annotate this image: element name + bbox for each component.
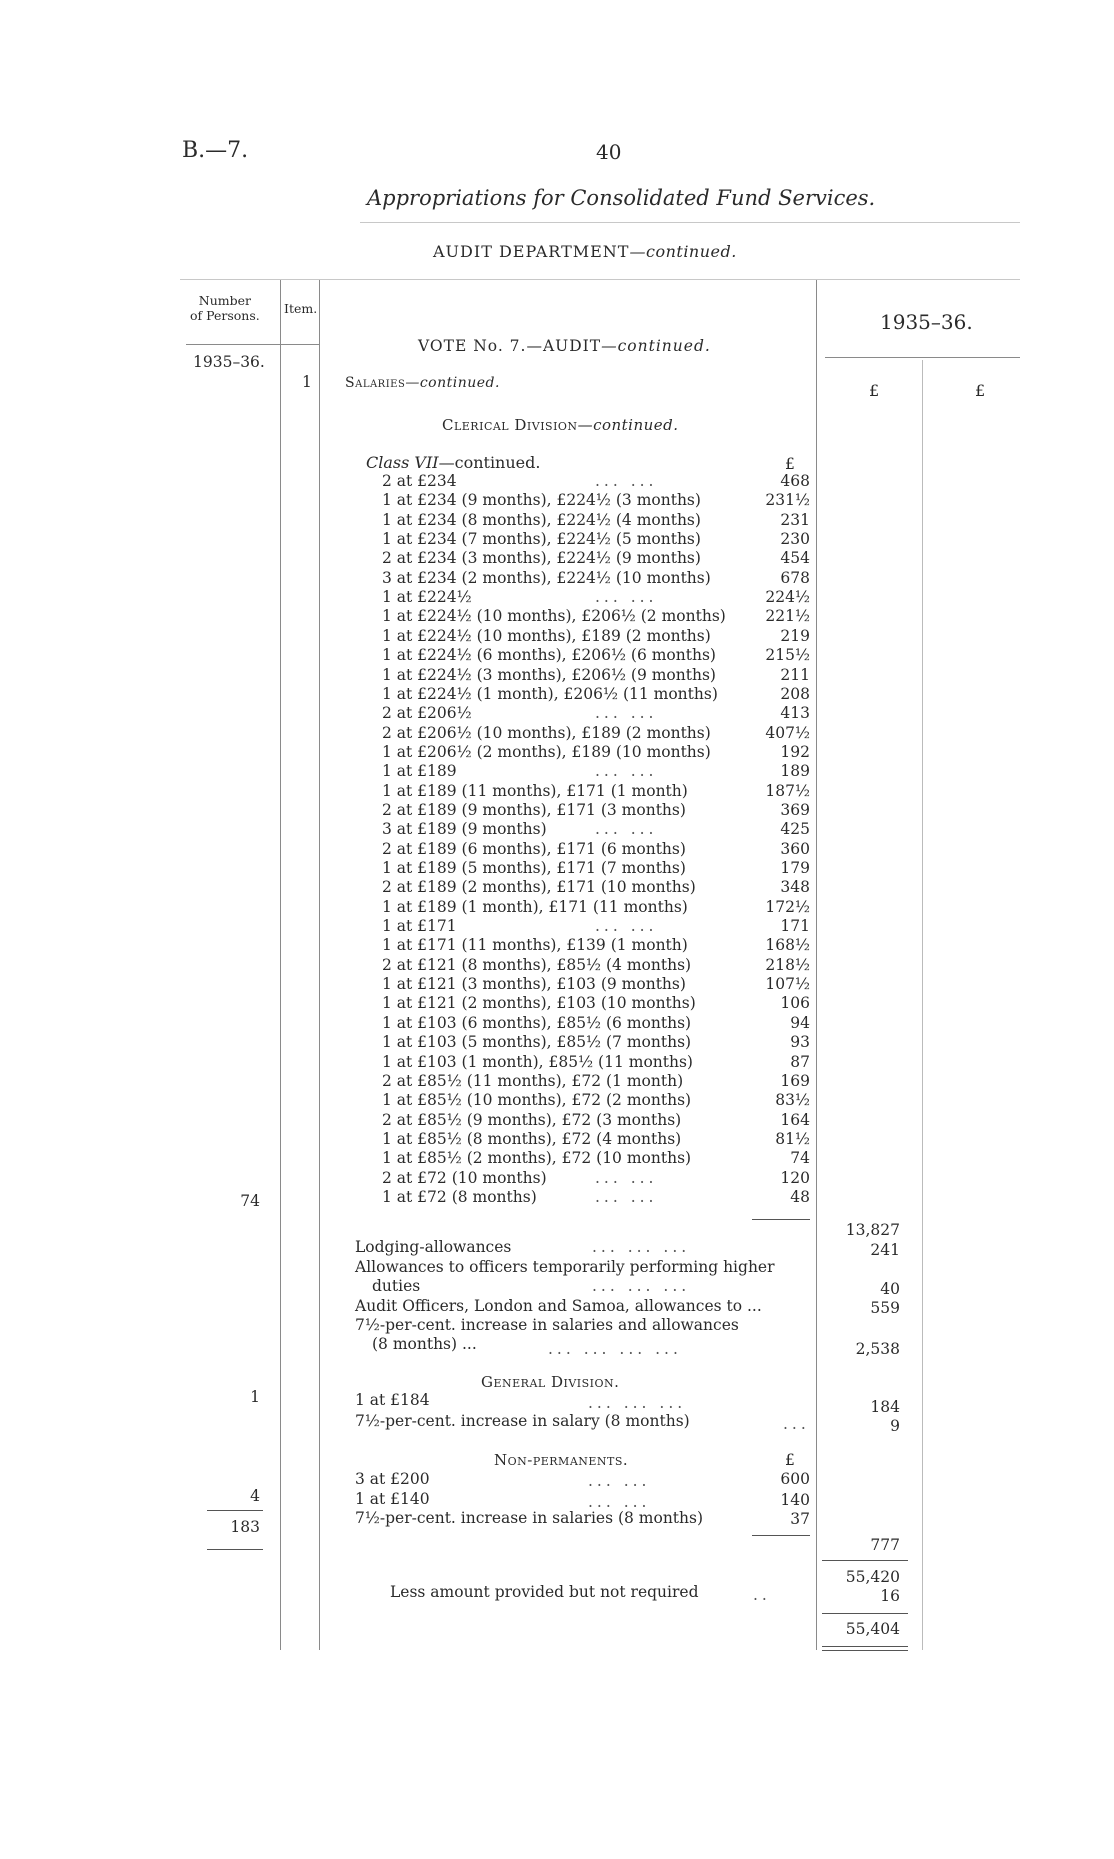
class-vii-row-dots: ... ...	[595, 1169, 658, 1187]
class-vii-row-label: 1 at £224½ (10 months), £206½ (2 months)	[382, 607, 726, 625]
class-vii-row-amount: 81½	[775, 1130, 810, 1148]
salaries-heading	[345, 375, 500, 391]
net-total-rule-bottom-1	[822, 1646, 908, 1647]
class-vii-total: 13,827	[845, 1221, 900, 1239]
class-vii-row-label: 2 at £72 (10 months)	[382, 1169, 547, 1187]
class-vii-row-amount: 231½	[765, 491, 810, 509]
class-vii-row-label: 1 at £121 (3 months), £103 (9 months)	[382, 975, 686, 993]
salaries-suffix: —continued.	[405, 375, 500, 391]
persons-non-permanents: 4	[250, 1487, 260, 1505]
class-vii-row-label: 1 at £85½ (8 months), £72 (4 months)	[382, 1130, 682, 1148]
class-vii-row-label: 1 at £224½ (6 months), £206½ (6 months)	[382, 646, 716, 664]
page-title: Appropriations for Consolidated Fund Services.	[367, 186, 876, 210]
class-vii-row-amount: 87	[790, 1053, 810, 1071]
class-vii-label: Class VII	[366, 453, 439, 472]
class-vii-row-label: 2 at £234 (3 months), £224½ (9 months)	[382, 549, 701, 567]
department-suffix: —continued.	[629, 242, 737, 261]
class-vii-row-amount: 93	[790, 1033, 810, 1051]
gross-total-rule	[822, 1560, 908, 1561]
non-perm-row1-amount: 600	[780, 1470, 810, 1488]
class-vii-row-label: 2 at £189 (6 months), £171 (6 months)	[382, 840, 686, 858]
increase-amount: 2,538	[855, 1340, 900, 1358]
class-vii-row-label: 1 at £234 (7 months), £224½ (5 months)	[382, 530, 701, 548]
class-vii-row-amount: 187½	[765, 782, 810, 800]
class-vii-row-amount: 215½	[765, 646, 810, 664]
class-vii-row-label: 1 at £224½	[382, 588, 472, 606]
class-vii-row-amount: 468	[780, 472, 810, 490]
class-vii-row-amount: 94	[790, 1014, 810, 1032]
class-vii-row-amount: 454	[780, 549, 810, 567]
class-vii-row-label: 1 at £234 (8 months), £224½ (4 months)	[382, 511, 701, 529]
non-perm-row3-amount: 37	[790, 1510, 810, 1528]
net-total: 55,404	[845, 1620, 900, 1638]
class-vii-row-label: 2 at £189 (9 months), £171 (3 months)	[382, 801, 686, 819]
pound-sign-col-a: £	[869, 381, 880, 400]
class-vii-row-amount: 107½	[765, 975, 810, 993]
class-vii-row-label: 1 at £171 (11 months), £139 (1 month)	[382, 936, 688, 954]
class-vii-row-label: 1 at £189 (11 months), £171 (1 month)	[382, 782, 688, 800]
non-permanents-pound-sign: £	[785, 1451, 795, 1469]
non-perm-row2-label: 1 at £140	[355, 1490, 430, 1508]
less-amount-dots: ..	[753, 1586, 771, 1604]
total-persons: 183	[230, 1518, 260, 1536]
year-header: 1935–36.	[880, 310, 973, 334]
class-vii-row-amount: 169	[780, 1072, 810, 1090]
class-vii-row-label: 1 at £189 (5 months), £171 (7 months)	[382, 859, 686, 877]
class-vii-row-amount: 171	[780, 917, 810, 935]
gross-total: 55,420	[845, 1568, 900, 1586]
class-vii-row-amount: 231	[780, 511, 810, 529]
non-perm-row3-label: 7½-per-cent. increase in salaries (8 months)	[355, 1509, 704, 1527]
number-of-persons-header	[190, 293, 260, 323]
class-vii-row-amount: 211	[780, 666, 810, 684]
clerical-suffix: —continued.	[577, 416, 679, 434]
class-vii-row-amount: 120	[780, 1169, 810, 1187]
class-vii-row-amount: 224½	[765, 588, 810, 606]
class-vii-row-label: 1 at £189 (1 month), £171 (11 months)	[382, 898, 688, 916]
item-header: Item.	[284, 301, 318, 316]
temp-allowances-label-1: Allowances to officers temporarily performing higher	[355, 1258, 775, 1276]
class-vii-row-amount: 425	[780, 820, 810, 838]
class-vii-row-label: 2 at £85½ (9 months), £72 (3 months)	[382, 1111, 682, 1129]
non-perm-row2-amount: 140	[780, 1491, 810, 1509]
department-name: AUDIT DEPARTMENT	[433, 242, 630, 261]
year-left-label: 1935–36.	[193, 353, 265, 371]
lodging-dots: ... ... ...	[592, 1238, 691, 1256]
class-vii-row-label: 1 at £206½ (2 months), £189 (10 months)	[382, 743, 711, 761]
increase-label-2: (8 months) ...	[372, 1335, 477, 1353]
less-amount: 16	[880, 1587, 900, 1605]
class-vii-row-amount: 168½	[765, 936, 810, 954]
general-row2-amount: 9	[890, 1417, 900, 1435]
class-vii-row-label: 1 at £103 (6 months), £85½ (6 months)	[382, 1014, 692, 1032]
class-vii-suffix: —continued.	[438, 453, 541, 472]
non-permanents-total: 777	[870, 1536, 900, 1554]
number-header-line2: of Persons.	[190, 308, 260, 323]
increase-dots: ... ... ... ...	[548, 1340, 682, 1358]
class-vii-sum-rule	[752, 1219, 810, 1220]
persons-sum-rule-top	[207, 1510, 263, 1511]
net-total-rule-bottom-2	[822, 1650, 908, 1651]
class-vii-row-dots: ... ...	[595, 820, 658, 838]
class-vii-row-label: 1 at £85½ (2 months), £72 (10 months)	[382, 1149, 692, 1167]
class-vii-row-amount: 83½	[775, 1091, 810, 1109]
class-vii-row-amount: 230	[780, 530, 810, 548]
non-perm-row2-dots: ... ...	[588, 1493, 651, 1511]
temp-allowances-label-2: duties	[372, 1277, 421, 1295]
class-vii-row-dots: ... ...	[595, 704, 658, 722]
class-vii-row-label: 2 at £189 (2 months), £171 (10 months)	[382, 878, 696, 896]
less-amount-label: Less amount provided but not required	[390, 1583, 699, 1601]
net-total-rule-top	[822, 1613, 908, 1614]
class-vii-row-label: 1 at £171	[382, 917, 457, 935]
class-vii-row-label: 2 at £121 (8 months), £85½ (4 months)	[382, 956, 692, 974]
general-row2-dots: ...	[783, 1415, 810, 1433]
class-vii-row-label: 1 at £234 (9 months), £224½ (3 months)	[382, 491, 701, 509]
class-vii-row-label: 3 at £234 (2 months), £224½ (10 months)	[382, 569, 711, 587]
persons-class-vii: 74	[240, 1192, 260, 1210]
class-vii-heading	[366, 453, 540, 472]
salaries-label: Salaries	[345, 375, 406, 391]
lodging-allowances-label: Lodging-allowances	[355, 1238, 512, 1256]
class-vii-row-amount: 192	[780, 743, 810, 761]
class-vii-row-amount: 221½	[765, 607, 810, 625]
class-vii-row-dots: ... ...	[595, 1188, 658, 1206]
class-vii-row-amount: 219	[780, 627, 810, 645]
vote-heading	[418, 337, 711, 355]
class-vii-row-amount: 48	[790, 1188, 810, 1206]
class-vii-row-label: 1 at £72 (8 months)	[382, 1188, 537, 1206]
class-vii-row-amount: 413	[780, 704, 810, 722]
clerical-division-heading	[442, 416, 679, 434]
department-heading	[433, 242, 737, 261]
general-row1-label: 1 at £184	[355, 1391, 430, 1409]
class-vii-row-label: 2 at £206½ (10 months), £189 (2 months)	[382, 724, 711, 742]
class-vii-pound-sign: £	[785, 455, 795, 473]
amount-b-column-rule	[922, 360, 923, 1650]
class-vii-row-amount: 348	[780, 878, 810, 896]
clerical-label: Clerical Division	[442, 416, 578, 434]
class-vii-row-amount: 179	[780, 859, 810, 877]
class-vii-row-label: 1 at £224½ (1 month), £206½ (11 months)	[382, 685, 718, 703]
class-vii-row-amount: 360	[780, 840, 810, 858]
class-vii-row-amount: 106	[780, 994, 810, 1012]
amount-a-column-rule	[816, 280, 817, 1650]
class-vii-row-amount: 218½	[765, 956, 810, 974]
audit-officers-amount: 559	[870, 1299, 900, 1317]
general-row2-label: 7½-per-cent. increase in salary (8 months)	[355, 1412, 690, 1430]
page-number: 40	[596, 140, 622, 164]
class-vii-row-label: 2 at £234	[382, 472, 457, 490]
non-permanents-heading: Non-permanents.	[494, 1451, 629, 1469]
item-header-rule	[280, 344, 319, 345]
year-header-rule	[825, 357, 1020, 358]
vote-suffix: —continued.	[601, 337, 711, 355]
general-row1-amount: 184	[870, 1398, 900, 1416]
class-vii-row-amount: 189	[780, 762, 810, 780]
class-vii-row-amount: 74	[790, 1149, 810, 1167]
class-vii-row-dots: ... ...	[595, 762, 658, 780]
increase-label-1: 7½-per-cent. increase in salaries and allowances	[355, 1316, 739, 1334]
class-vii-row-label: 1 at £85½ (10 months), £72 (2 months)	[382, 1091, 692, 1109]
title-rule	[360, 222, 1020, 223]
class-vii-row-amount: 208	[780, 685, 810, 703]
temp-allowances-dots: ... ... ...	[592, 1277, 691, 1295]
number-header-line1: Number	[198, 293, 251, 308]
class-vii-row-amount: 369	[780, 801, 810, 819]
pound-sign-col-b: £	[975, 381, 986, 400]
item-column-rule	[319, 280, 320, 1650]
class-vii-row-label: 1 at £224½ (10 months), £189 (2 months)	[382, 627, 711, 645]
temp-allowances-amount: 40	[880, 1280, 900, 1298]
lodging-amount: 241	[870, 1241, 900, 1259]
class-vii-row-label: 1 at £224½ (3 months), £206½ (9 months)	[382, 666, 716, 684]
persons-general: 1	[250, 1388, 260, 1406]
persons-header-rule	[186, 344, 280, 345]
header-rule	[180, 279, 1020, 280]
class-vii-row-label: 1 at £121 (2 months), £103 (10 months)	[382, 994, 696, 1012]
class-vii-row-label: 2 at £85½ (11 months), £72 (1 month)	[382, 1072, 684, 1090]
persons-column-rule	[280, 280, 281, 1650]
persons-sum-rule-bottom	[207, 1549, 263, 1550]
vote-title: VOTE No. 7.—AUDIT	[418, 337, 602, 355]
class-vii-row-dots: ... ...	[595, 917, 658, 935]
class-vii-row-amount: 407½	[765, 724, 810, 742]
class-vii-row-dots: ... ...	[595, 588, 658, 606]
general-row1-dots: ... ... ...	[588, 1394, 687, 1412]
class-vii-row-label: 1 at £189	[382, 762, 457, 780]
non-perm-row1-dots: ... ...	[588, 1472, 651, 1490]
class-vii-row-amount: 164	[780, 1111, 810, 1129]
class-vii-row-amount: 678	[780, 569, 810, 587]
class-vii-row-label: 2 at £206½	[382, 704, 472, 722]
audit-officers-label: Audit Officers, London and Samoa, allowances to ...	[355, 1297, 762, 1315]
document-reference: B.—7.	[182, 138, 249, 163]
item-number: 1	[302, 373, 312, 391]
general-division-heading: General Division.	[481, 1373, 620, 1391]
non-perm-row1-label: 3 at £200	[355, 1470, 430, 1488]
class-vii-row-label: 1 at £103 (1 month), £85½ (11 months)	[382, 1053, 693, 1071]
class-vii-row-label: 1 at £103 (5 months), £85½ (7 months)	[382, 1033, 692, 1051]
non-perm-sum-rule	[752, 1535, 810, 1536]
class-vii-row-amount: 172½	[765, 898, 810, 916]
class-vii-row-dots: ... ...	[595, 472, 658, 490]
class-vii-row-label: 3 at £189 (9 months)	[382, 820, 547, 838]
